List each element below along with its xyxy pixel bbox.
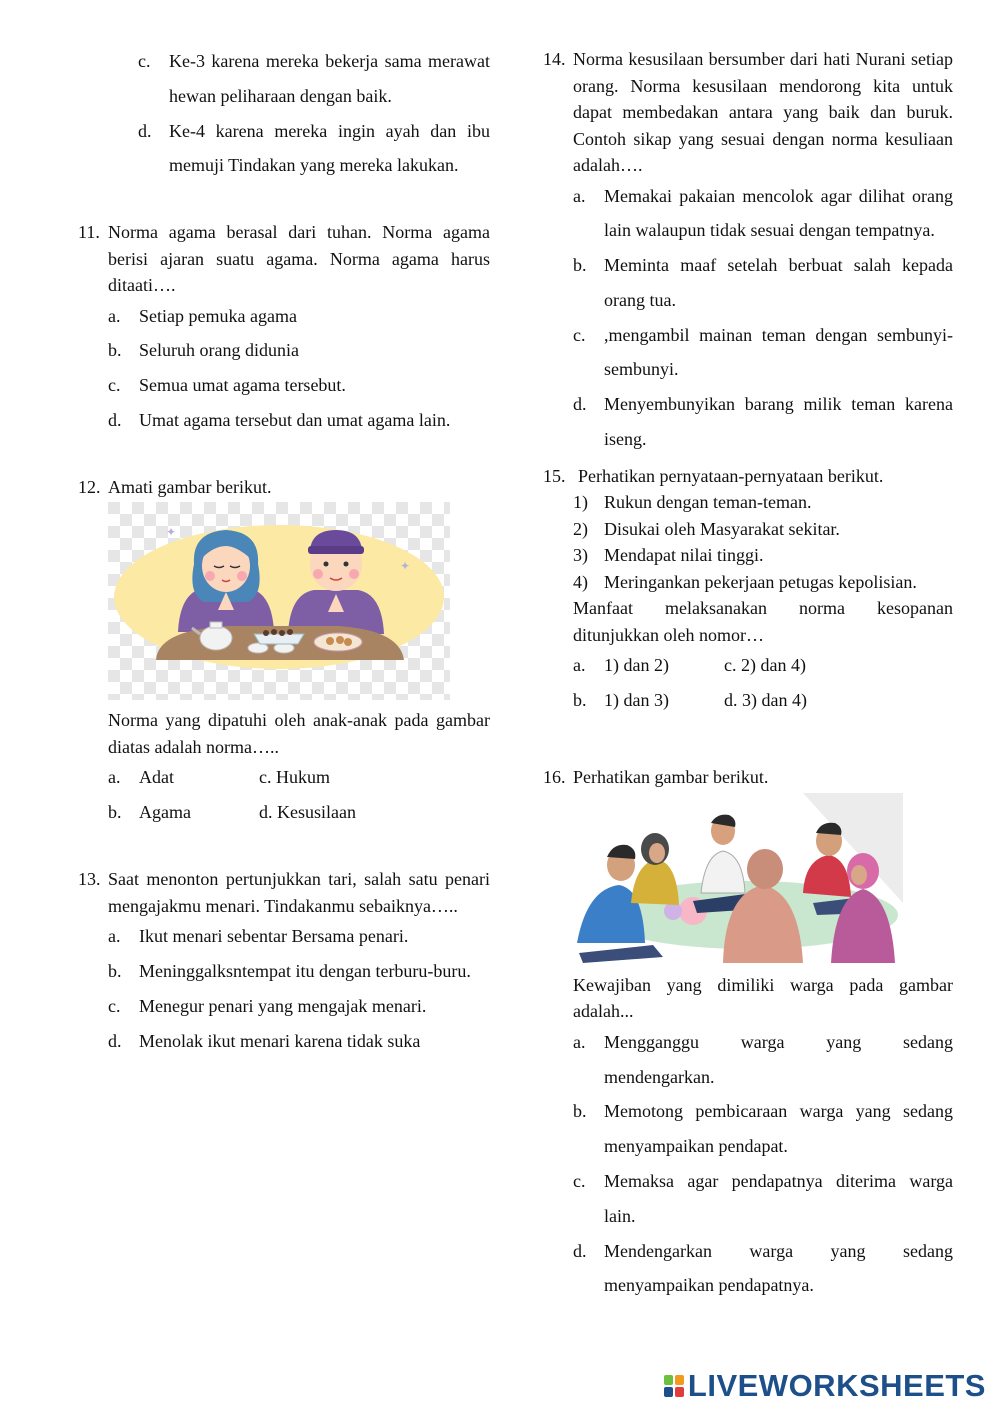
option-c[interactable]: c. 2) dan 4) <box>724 655 806 676</box>
question-number: 12. <box>78 476 101 497</box>
question-number: 14. <box>543 49 566 69</box>
option-d[interactable]: d. Umat agama tersebut dan umat agama lain. <box>108 410 451 431</box>
logo-text: LIVEWORKSHEETS <box>687 1368 986 1403</box>
option-a[interactable]: a. Setiap pemuka agama <box>108 305 297 326</box>
statement-3: 3) Mendapat nilai tinggi. <box>573 545 764 566</box>
option-a[interactable]: a. Memakai pakaian mencolok agar dilihat orang lain walaupun tidak sesuai dengan tempatnya. <box>573 185 953 241</box>
question-text: Manfaat melaksanakan norma kesopanan ditunjukkan oleh nomor… <box>573 598 953 645</box>
option-d[interactable]: d. Menyembunyikan barang milik teman karena iseng. <box>573 394 953 450</box>
options-list <box>78 919 490 1058</box>
options-list <box>78 299 490 438</box>
option-b[interactable]: b. Seluruh orang didunia <box>108 340 299 361</box>
question-13 <box>78 866 490 1058</box>
option-c[interactable]: c. Ke-3 karena mereka bekerja sama merawat hewan peliharaan dengan baik. <box>138 51 490 106</box>
question-stem: Perhatikan gambar berikut. <box>573 767 769 788</box>
statements-list <box>543 489 953 595</box>
question-number: 15. <box>543 465 566 486</box>
options-list <box>543 179 953 457</box>
statement-2: 2) Disukai oleh Masyarakat sekitar. <box>573 518 840 539</box>
statement-1: 1) Rukun dengan teman-teman. <box>573 492 812 513</box>
group-discussion-illustration <box>573 793 953 970</box>
option-d[interactable]: d. Mendengarkan warga yang sedang menyampaikan pendapatnya. <box>573 1240 953 1296</box>
option-b[interactable]: b. Agama <box>108 802 191 823</box>
question-10-continued <box>78 44 490 183</box>
option-d[interactable]: d. Ke-4 karena mereka ingin ayah dan ibu memuji Tindakan yang mereka lakukan. <box>138 120 490 176</box>
option-a[interactable]: a. 1) dan 2) <box>573 655 669 676</box>
option-c[interactable]: c. Semua umat agama tersebut. <box>108 375 346 396</box>
liveworksheets-logo[interactable] <box>664 1368 986 1404</box>
question-11 <box>78 219 490 438</box>
liveworksheets-logo-icon <box>664 1375 684 1397</box>
option-c[interactable]: c. Memaksa agar pendapatnya diterima warga lain. <box>573 1171 953 1226</box>
option-b[interactable]: b. Meninggalksntempat itu dengan terburu-buru. <box>108 961 471 982</box>
question-number: 11. <box>78 222 100 243</box>
option-a[interactable]: a. Mengganggu warga yang sedang mendengarkan. <box>573 1031 953 1087</box>
options-grid <box>543 648 953 718</box>
option-c[interactable]: c. ,mengambil mainan teman dengan sembunyi-sembunyi. <box>573 324 953 380</box>
question-16 <box>543 764 953 1303</box>
options-grid <box>78 760 490 830</box>
option-a[interactable]: a. Adat <box>108 767 174 788</box>
question-stem: Saat menonton pertunjukkan tari, salah satu penari mengajakmu menari. Tindakanmu sebaiknya….. <box>108 869 490 916</box>
option-a[interactable]: a. Ikut menari sebentar Bersama penari. <box>108 926 409 947</box>
praying-children-illustration <box>108 502 490 705</box>
left-column <box>78 44 490 1059</box>
question-stem: Amati gambar berikut. <box>108 476 272 497</box>
option-b[interactable]: b. 1) dan 3) <box>573 690 669 711</box>
statement-4: 4) Meringankan pekerjaan petugas kepolisian. <box>573 571 917 592</box>
svg-text:✦: ✦ <box>400 559 411 574</box>
question-stem: Perhatikan pernyataan-pernyataan berikut. <box>578 465 884 486</box>
right-column <box>543 46 953 1303</box>
question-15 <box>543 463 953 719</box>
question-12 <box>78 474 490 831</box>
option-d[interactable]: d. 3) dan 4) <box>724 690 807 711</box>
option-c[interactable]: c. Hukum <box>259 767 330 788</box>
option-d[interactable]: d. Menolak ikut menari karena tidak suka <box>108 1030 421 1051</box>
option-d[interactable]: d. Kesusilaan <box>259 802 356 823</box>
option-c[interactable]: c. Menegur penari yang mengajak menari. <box>108 995 427 1016</box>
option-b[interactable]: b. Memotong pembicaraan warga yang sedang menyampaikan pendapat. <box>573 1101 953 1157</box>
question-text: Kewajiban yang dimiliki warga pada gambar adalah... <box>573 974 953 1022</box>
question-stem: Norma kesusilaan bersumber dari hati Nurani setiap orang. Norma kesusilaan mendorong kita untuk dapat membedakan antara yang baik dan buruk. Contoh sikap yang sesuai dengan norma kesuliaan adalah…. <box>573 49 953 175</box>
svg-text:✦: ✦ <box>166 525 177 540</box>
options-list <box>543 1025 953 1303</box>
option-b[interactable]: b. Meminta maaf setelah berbuat salah kepada orang tua. <box>573 255 953 310</box>
options-list <box>108 44 490 183</box>
question-14 <box>543 46 953 457</box>
question-stem: Norma agama berasal dari tuhan. Norma agama berisi ajaran suatu agama. Norma agama harus ditaati…. <box>108 222 490 296</box>
question-number: 13. <box>78 869 101 890</box>
question-number: 16. <box>543 767 566 788</box>
question-text: Norma yang dipatuhi oleh anak-anak pada gambar diatas adalah norma….. <box>108 710 490 757</box>
